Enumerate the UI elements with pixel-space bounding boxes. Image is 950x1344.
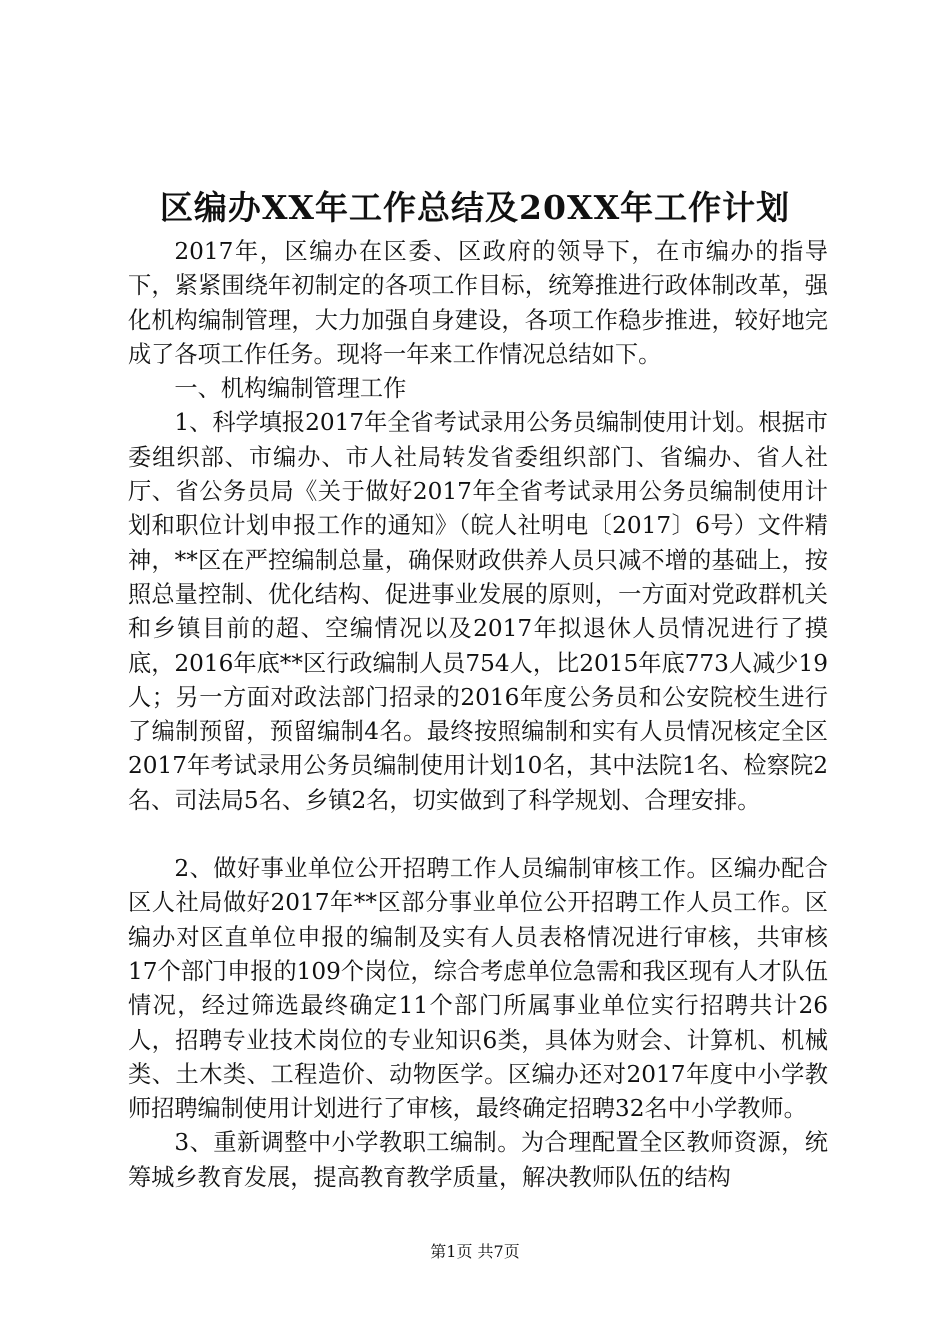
paragraph-item-2: 2、做好事业单位公开招聘工作人员编制审核工作。区编办配合区人社局做好2017年**区部分事业单位公开招聘工作人员工作。区编办对区直单位申报的编制及实有人员表格情况进行审核，共审核17个部门申报的109个岗位，综合考虑单位急需和我区现有人才队伍情况，经过筛选最终确定11个部门所属事业单位实行招聘共计26人，招聘专业技术岗位的专业知识6类，具体为财会、计算机、机械类、土木类、工程造价、动物医学。区编办还对2017年度中小学教师招聘编制使用计划进行了审核，最终确定招聘32名中小学教师。 — [128, 855, 828, 1123]
intro-paragraph: 2017年，区编办在区委、区政府的领导下，在市编办的指导下，紧紧围绕年初制定的各项工作目标，统筹推进行政体制改革，强化机构编制管理，大力加强自身建设，各项工作稳步推进，较好地完成了各项工作任务。现将一年来工作情况总结如下。 — [128, 238, 828, 368]
paragraph-item-1: 1、科学填报2017年全省考试录用公务员编制使用计划。根据市委组织部、市编办、市人社局转发省委组织部门、省编办、省人社厅、省公务员局《关于做好2017年全省考试录用公务员编制使用计划和职位计划申报工作的通知》（皖人社明电〔2017〕6号）文件精神，**区在严控编制总量，确保财政供养人员只减不增的基础上，按照总量控制、优化结构、促进事业发展的原则，一方面对党政群机关和乡镇目前的超、空编情况以及2017年拟退休人员情况进行了摸底，2016年底**区行政编制人员754人，比2015年底773人减少19人；另一方面对政法部门招录的2016年度公务员和公安院校生进行了编制预留，预留编制4名。最终按照编制和实有人员情况核定全区2017年考试录用公务员编制使用计划10名，其中法院1名、检察院2名、司法局5名、乡镇2名，切实做到了科学规划、合理安排。 — [128, 409, 828, 814]
section-heading: 一、机构编制管理工作 — [174, 375, 407, 403]
document-title: 区编办XX年工作总结及20XX年工作计划 — [159, 188, 791, 227]
page-number-footer: 第1页 共7页 — [430, 1242, 520, 1261]
document-body — [128, 235, 828, 1195]
paragraph-item-3: 3、重新调整中小学教职工编制。为合理配置全区教师资源，统筹城乡教育发展，提高教育教学质量，解决教师队伍的结构 — [128, 1129, 828, 1191]
